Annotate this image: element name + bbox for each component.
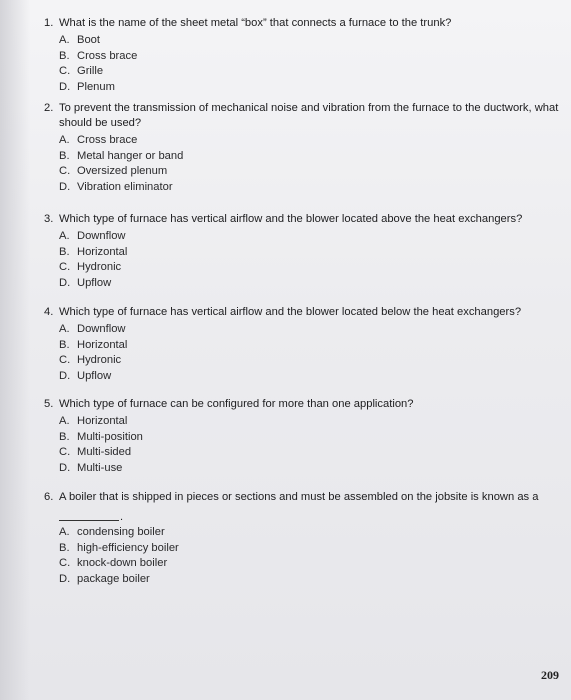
option-c: C. Hydronic (59, 354, 122, 367)
question-number: 4. (44, 306, 54, 318)
question-number: 2. (44, 102, 54, 114)
option-c: C. knock-down boiler (59, 557, 168, 570)
option-d: D. package boiler (59, 572, 150, 585)
option-a: A. Horizontal (59, 415, 128, 427)
question-text: To prevent the transmission of mechanical noise and vibration from the furnace to the ductwork, what should be used? (59, 102, 559, 129)
answer-blank: . (59, 507, 119, 521)
option-b: B. Metal hanger or band (59, 149, 184, 162)
option-a: A. Downflow (59, 230, 126, 242)
options-list (59, 229, 564, 291)
question-number: 3. (44, 213, 54, 225)
option-a: A. Cross brace (59, 134, 138, 146)
question-1 (44, 16, 564, 95)
question-4 (44, 305, 564, 384)
question-text: A boiler that is shipped in pieces or sections and must be assembled on the jobsite is known as a (59, 491, 539, 503)
question-6 (44, 490, 564, 587)
question-number: 1. (44, 17, 54, 29)
option-c: C. Hydronic (59, 261, 122, 274)
question-number: 5. (44, 398, 54, 410)
option-b: B. Horizontal (59, 338, 128, 351)
option-b: B. Horizontal (59, 245, 128, 258)
question-text: Which type of furnace has vertical airflow and the blower located below the heat exchangers? (59, 306, 522, 318)
options-list (59, 133, 564, 195)
option-c: C. Grille (59, 65, 104, 78)
page-shadow (0, 0, 30, 700)
option-b: B. Multi-position (59, 430, 143, 443)
option-a: A. condensing boiler (59, 526, 165, 538)
question-5 (44, 397, 564, 476)
option-d: D. Vibration eliminator (59, 180, 173, 193)
option-d: D. Multi-use (59, 461, 123, 474)
question-text: What is the name of the sheet metal “box” that connects a furnace to the trunk? (59, 17, 452, 29)
options-list (59, 33, 564, 95)
option-a: A. Boot (59, 34, 101, 46)
question-text: Which type of furnace can be configured for more than one application? (59, 398, 414, 410)
question-3 (44, 212, 564, 291)
option-c: C. Multi-sided (59, 446, 132, 459)
options-list (59, 414, 564, 476)
option-d: D. Upflow (59, 276, 112, 289)
option-c: C. Oversized plenum (59, 165, 168, 178)
options-list (59, 525, 564, 587)
option-b: B. high-efficiency boiler (59, 541, 179, 554)
question-text: Which type of furnace has vertical airflow and the blower located above the heat exchangers? (59, 213, 523, 225)
question-2 (44, 101, 564, 195)
option-b: B. Cross brace (59, 49, 138, 62)
option-a: A. Downflow (59, 323, 126, 335)
option-d: D. Upflow (59, 369, 112, 382)
option-d: D. Plenum (59, 80, 115, 93)
question-number: 6. (44, 491, 54, 503)
page-number: 209 (541, 668, 559, 682)
options-list (59, 322, 564, 384)
